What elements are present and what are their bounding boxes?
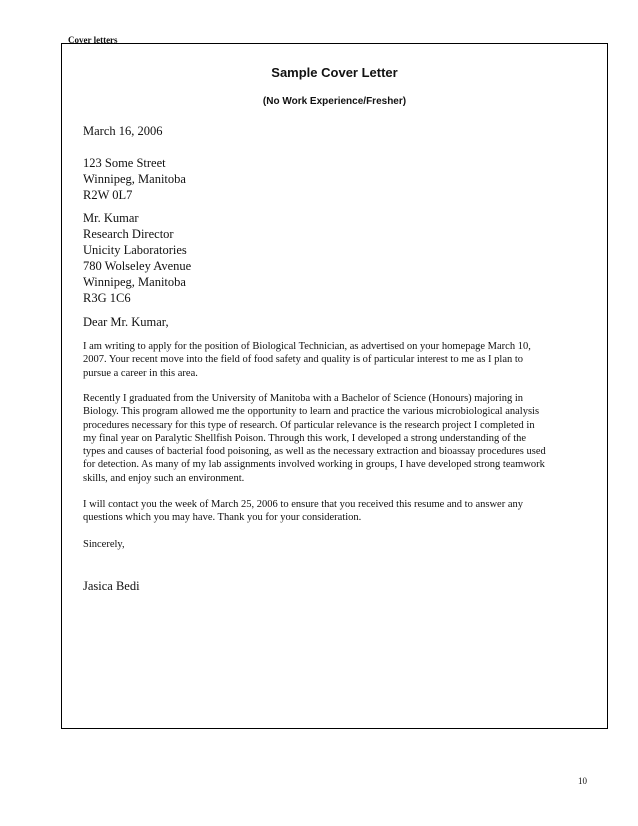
recipient-line: R3G 1C6 <box>83 291 131 305</box>
paragraph-line: Biology. This program allowed me the opportunity to learn and practice the various microbiological analysis <box>83 406 540 418</box>
recipient-line: Winnipeg, Manitoba <box>83 275 186 289</box>
paragraph-line: procedures necessary for this type of research. Of particular relevance is the research project I completed in <box>83 419 535 431</box>
sender-address-line: Winnipeg, Manitoba <box>83 172 186 186</box>
paragraph-line: questions which you may have. Thank you for your consideration. <box>83 512 362 524</box>
paragraph-line: pursue a career in this area. <box>83 367 198 379</box>
letter-title: Sample Cover Letter <box>271 65 398 80</box>
sender-address-line: R2W 0L7 <box>83 188 133 202</box>
recipient-line: Unicity Laboratories <box>83 243 187 257</box>
salutation: Dear Mr. Kumar, <box>83 315 169 329</box>
closing: Sincerely, <box>83 539 125 550</box>
letter-date: March 16, 2006 <box>83 124 163 138</box>
paragraph-line: my final year on Paralytic Shellfish Poison. Through this work, I developed a strong understanding of the <box>83 432 527 444</box>
letter-frame <box>61 43 608 729</box>
paragraph-line: types and causes of bacterial food poisoning, as well as the necessary extraction and bioassay procedures used <box>83 446 546 458</box>
paragraph-line: I will contact you the week of March 25, 2006 to ensure that you received this resume and to answer any <box>83 499 523 510</box>
paragraph-application <box>83 340 583 380</box>
paragraph-line: I am writing to apply for the position of Biological Technician, as advertised on your homepage March 10, <box>83 341 531 352</box>
signature: Jasica Bedi <box>83 579 140 593</box>
paragraph-background <box>83 392 583 485</box>
sender-address-line: 123 Some Street <box>83 156 166 170</box>
recipient-line: 780 Wolseley Avenue <box>83 259 192 273</box>
paragraph-followup <box>83 498 583 525</box>
header-label: Cover letters <box>68 35 118 45</box>
paragraph-line: skills, and enjoy such an environment. <box>83 472 245 484</box>
letter-subtitle: (No Work Experience/Fresher) <box>262 96 407 107</box>
recipient-line: Research Director <box>83 227 174 241</box>
page-number: 10 <box>578 776 587 786</box>
paragraph-line: Recently I graduated from the University of Manitoba with a Bachelor of Science (Honours) majoring in <box>83 393 523 404</box>
paragraph-line: 2007. Your recent move into the field of food safety and quality is of particular interest to me as I plan to <box>83 354 524 366</box>
paragraph-line: for detection. As many of my lab assignments involved working in groups, I have developed strong teamwork <box>83 459 545 471</box>
recipient-line: Mr. Kumar <box>83 211 139 225</box>
